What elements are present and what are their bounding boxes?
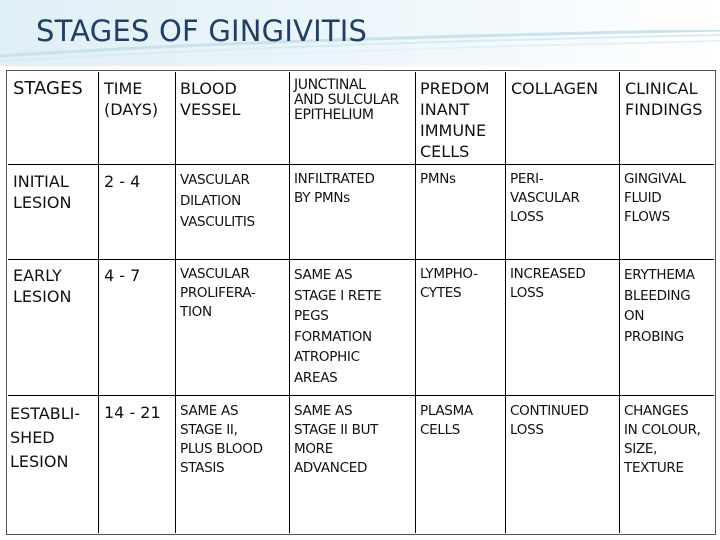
row-established-vessel: SAME AS STAGE II, PLUS BLOOD STASIS [180, 403, 263, 476]
row-divider [8, 395, 714, 396]
header-junctional-epithelium: JUNCTINAL AND SULCULAR EPITHELIUM [294, 77, 399, 123]
row-early-collagen: INCREASED LOSS [510, 266, 586, 301]
row-early-clinical: ERYTHEMA BLEEDING ON PROBING [624, 267, 695, 345]
header-time: TIME (DAYS) [104, 79, 159, 119]
column-divider [505, 72, 506, 533]
header-clinical-findings: CLINICAL FINDINGS [625, 79, 703, 119]
row-established-stage: ESTABLI- SHED LESION [10, 404, 81, 471]
row-early-stage: EARLY LESION [13, 266, 72, 306]
column-divider [619, 72, 620, 533]
header-collagen: COLLAGEN [511, 79, 599, 98]
row-initial-immune: PMNs [420, 171, 456, 187]
row-early-immune: LYMPHO- CYTES [420, 266, 478, 301]
row-initial-junctional: INFILTRATED BY PMNs [294, 171, 375, 206]
row-early-vessel: VASCULAR PROLIFERA- TION [180, 266, 256, 320]
row-initial-clinical: GINGIVAL FLUID FLOWS [624, 171, 686, 225]
row-established-immune: PLASMA CELLS [420, 403, 473, 438]
page-title: STAGES OF GINGIVITIS [36, 14, 368, 48]
row-initial-collagen: PERI- VASCULAR LOSS [510, 171, 580, 225]
row-early-junctional: SAME AS STAGE I RETE PEGS FORMATION ATROPHIC AREAS [294, 267, 382, 386]
row-divider [8, 164, 714, 165]
column-divider [98, 72, 99, 533]
row-initial-stage: INITIAL LESION [13, 172, 72, 212]
column-divider [289, 72, 290, 533]
stages-table [8, 72, 714, 533]
row-established-clinical: CHANGES IN COLOUR, SIZE, TEXTURE [624, 403, 701, 476]
header-immune-cells: PREDOM INANT IMMUNE CELLS [420, 79, 490, 161]
row-divider [8, 259, 714, 260]
row-early-time: 4 - 7 [104, 266, 141, 285]
column-divider [175, 72, 176, 533]
row-initial-time: 2 - 4 [104, 172, 141, 191]
header-blood-vessel: BLOOD VESSEL [180, 79, 241, 119]
row-established-collagen: CONTINUED LOSS [510, 403, 589, 438]
row-initial-vessel: VASCULAR DILATION VASCULITIS [180, 172, 255, 230]
row-established-junctional: SAME AS STAGE II BUT MORE ADVANCED [294, 403, 379, 476]
row-established-time: 14 - 21 [104, 403, 161, 422]
header-stages: STAGES [13, 78, 83, 99]
column-divider [415, 72, 416, 533]
